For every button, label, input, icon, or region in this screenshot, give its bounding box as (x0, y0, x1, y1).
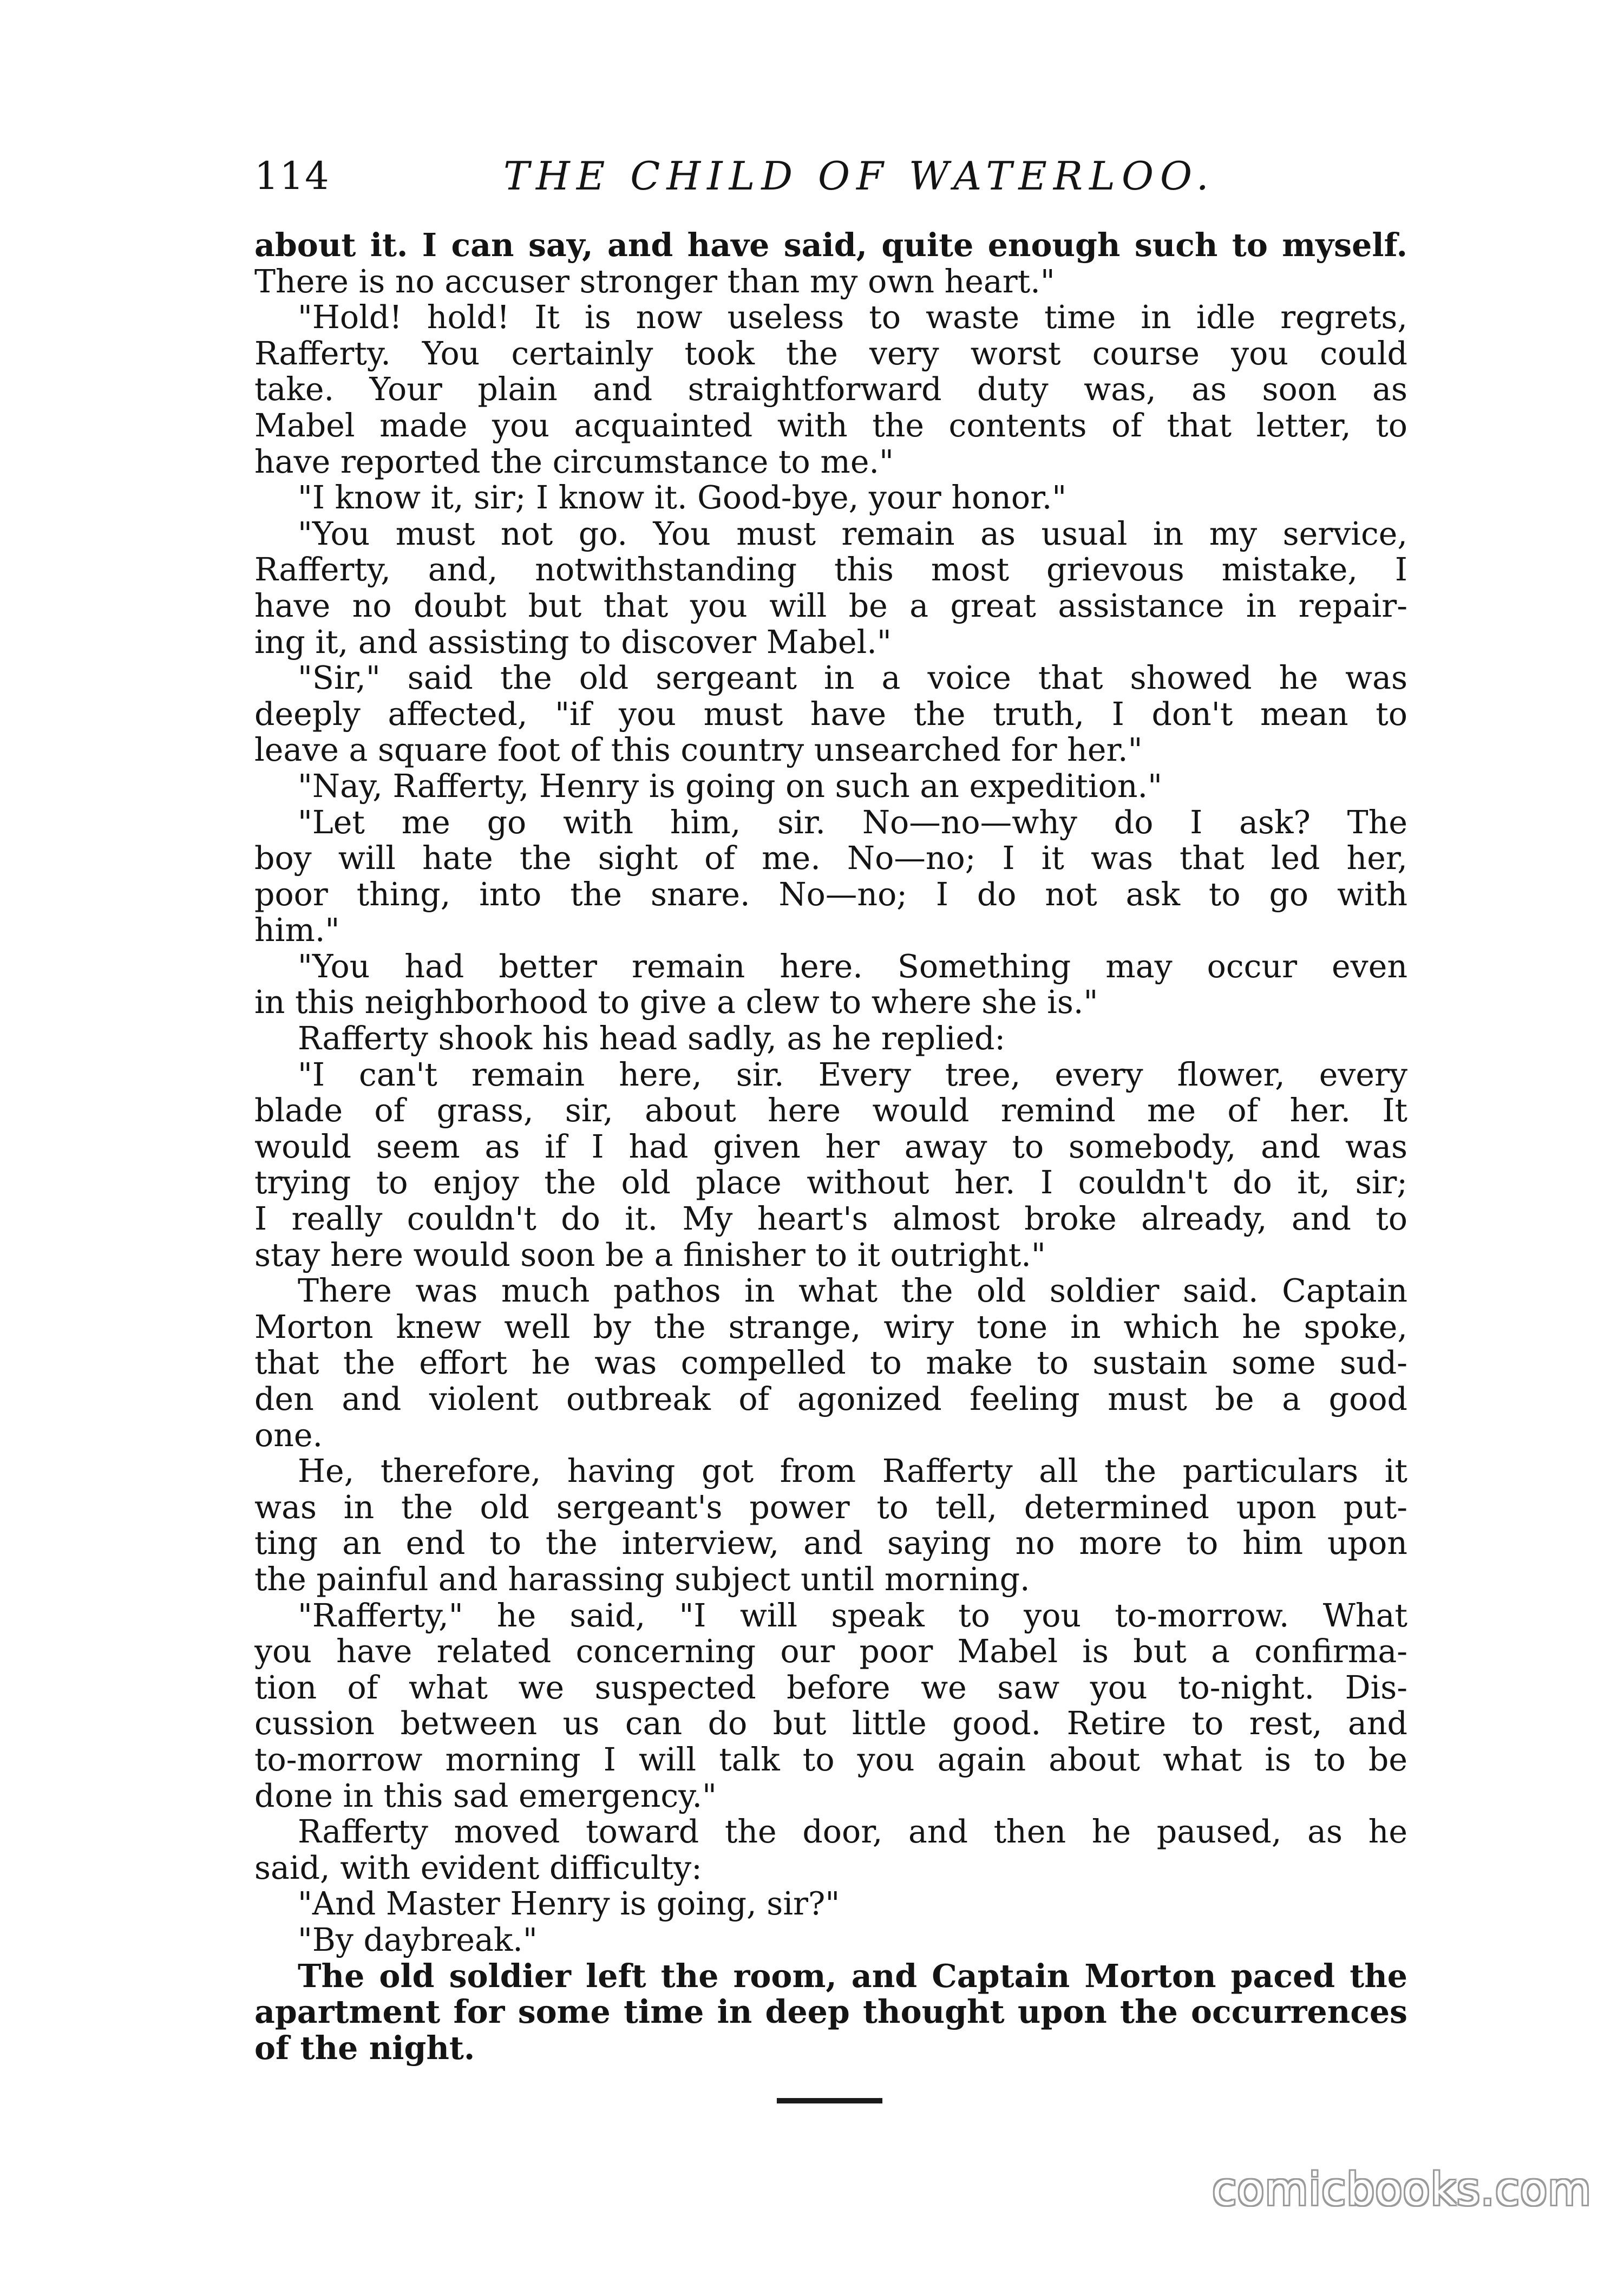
text-line: "You must not go. You must remain as usual in my service, (298, 515, 1407, 552)
text-line: cussion between us can do but little good. Retire to rest, and (254, 1706, 1407, 1742)
text-line: you have related concerning our poor Mabel is but a confirma- (254, 1633, 1407, 1670)
text-line: ting an end to the interview, and saying no more to him upon (254, 1525, 1407, 1561)
text-line: blade of grass, sir, about here would remind me of her. It (254, 1093, 1407, 1129)
text-line: Rafferty shook his head sadly, as he replied: (298, 1021, 1006, 1057)
text-line: the painful and harassing subject until morning. (254, 1561, 1030, 1598)
page-number: 114 (254, 154, 330, 198)
text-line: about it. I can say, and have said, quite enough such to myself. (254, 227, 1407, 264)
text-line: The old soldier left the room, and Captain Morton paced the (298, 1958, 1407, 1995)
text-line: done in this sad emergency." (254, 1778, 717, 1814)
text-line: that the effort he was compelled to make to sustain some sud- (254, 1345, 1407, 1381)
text-line: said, with evident difficulty: (254, 1850, 702, 1886)
text-line: "Sir," said the old sergeant in a voice that showed he was (298, 660, 1407, 696)
text-line: I really couldn't do it. My heart's almost broke already, and to (254, 1201, 1407, 1237)
text-line: trying to enjoy the old place without her. I couldn't do it, sir; (254, 1165, 1407, 1201)
section-end-rule (777, 2098, 882, 2103)
text-line: to-morrow morning I will talk to you again about what is to be (254, 1741, 1407, 1778)
book-title: THE CHILD OF WATERLOO. (503, 153, 1215, 199)
text-line: There was much pathos in what the old soldier said. Captain (298, 1273, 1407, 1309)
text-line: "By daybreak." (298, 1922, 538, 1958)
text-line: Mabel made you acquainted with the contents of that letter, to (254, 407, 1407, 444)
text-line: There is no accuser stronger than my own heart." (254, 263, 1055, 300)
text-line: would seem as if I had given her away to somebody, and was (254, 1128, 1407, 1165)
text-line: one. (254, 1417, 323, 1454)
text-line: in this neighborhood to give a clew to where she is." (254, 984, 1098, 1021)
text-line: "I can't remain here, sir. Every tree, every flower, every (298, 1056, 1407, 1093)
text-line: boy will hate the sight of me. No—no; I it was that led her, (254, 840, 1407, 877)
text-line: deeply affected, "if you must have the truth, I don't mean to (254, 696, 1407, 733)
text-line: take. Your plain and straightforward duty was, as soon as (254, 371, 1407, 408)
body-text (254, 227, 1407, 2074)
text-line: "Nay, Rafferty, Henry is going on such an expedition." (298, 768, 1163, 805)
text-line: "Hold! hold! It is now useless to waste time in idle regrets, (298, 299, 1407, 336)
text-line: apartment for some time in deep thought upon the occurrences (254, 1994, 1407, 2030)
text-line: "And Master Henry is going, sir?" (298, 1886, 840, 1922)
text-line: leave a square foot of this country unsearched for her." (254, 732, 1143, 768)
text-line: of the night. (254, 2030, 475, 2067)
watermark: comicbooks.com (1212, 2164, 1592, 2216)
text-line: have reported the circumstance to me." (254, 443, 894, 480)
text-line: He, therefore, having got from Rafferty all the particulars it (298, 1453, 1407, 1489)
text-line: Rafferty, and, notwithstanding this most grievous mistake, I (254, 552, 1407, 588)
text-line: "Rafferty," he said, "I will speak to you to-morrow. What (298, 1597, 1407, 1634)
text-line: "I know it, sir; I know it. Good-bye, your honor." (298, 480, 1067, 516)
text-line: was in the old sergeant's power to tell, determined upon put- (254, 1489, 1407, 1526)
text-line: Rafferty. You certainly took the very worst course you could (254, 335, 1407, 372)
text-line: ing it, and assisting to discover Mabel." (254, 624, 892, 661)
text-line: him." (254, 912, 340, 949)
text-line: "You had better remain here. Something may occur even (298, 948, 1407, 985)
text-line: den and violent outbreak of agonized feeling must be a good (254, 1381, 1407, 1417)
text-line: tion of what we suspected before we saw you to-night. Dis- (254, 1669, 1407, 1706)
text-line: Rafferty moved toward the door, and then he paused, as he (298, 1814, 1407, 1850)
text-line: have no doubt but that you will be a great assistance in repair- (254, 587, 1407, 624)
text-line: poor thing, into the snare. No—no; I do not ask to go with (254, 876, 1407, 913)
text-line: stay here would soon be a finisher to it outright." (254, 1237, 1046, 1273)
running-head (254, 149, 1407, 208)
text-line: Morton knew well by the strange, wiry tone in which he spoke, (254, 1309, 1407, 1345)
text-line: "Let me go with him, sir. No—no—why do I ask? The (298, 804, 1407, 841)
